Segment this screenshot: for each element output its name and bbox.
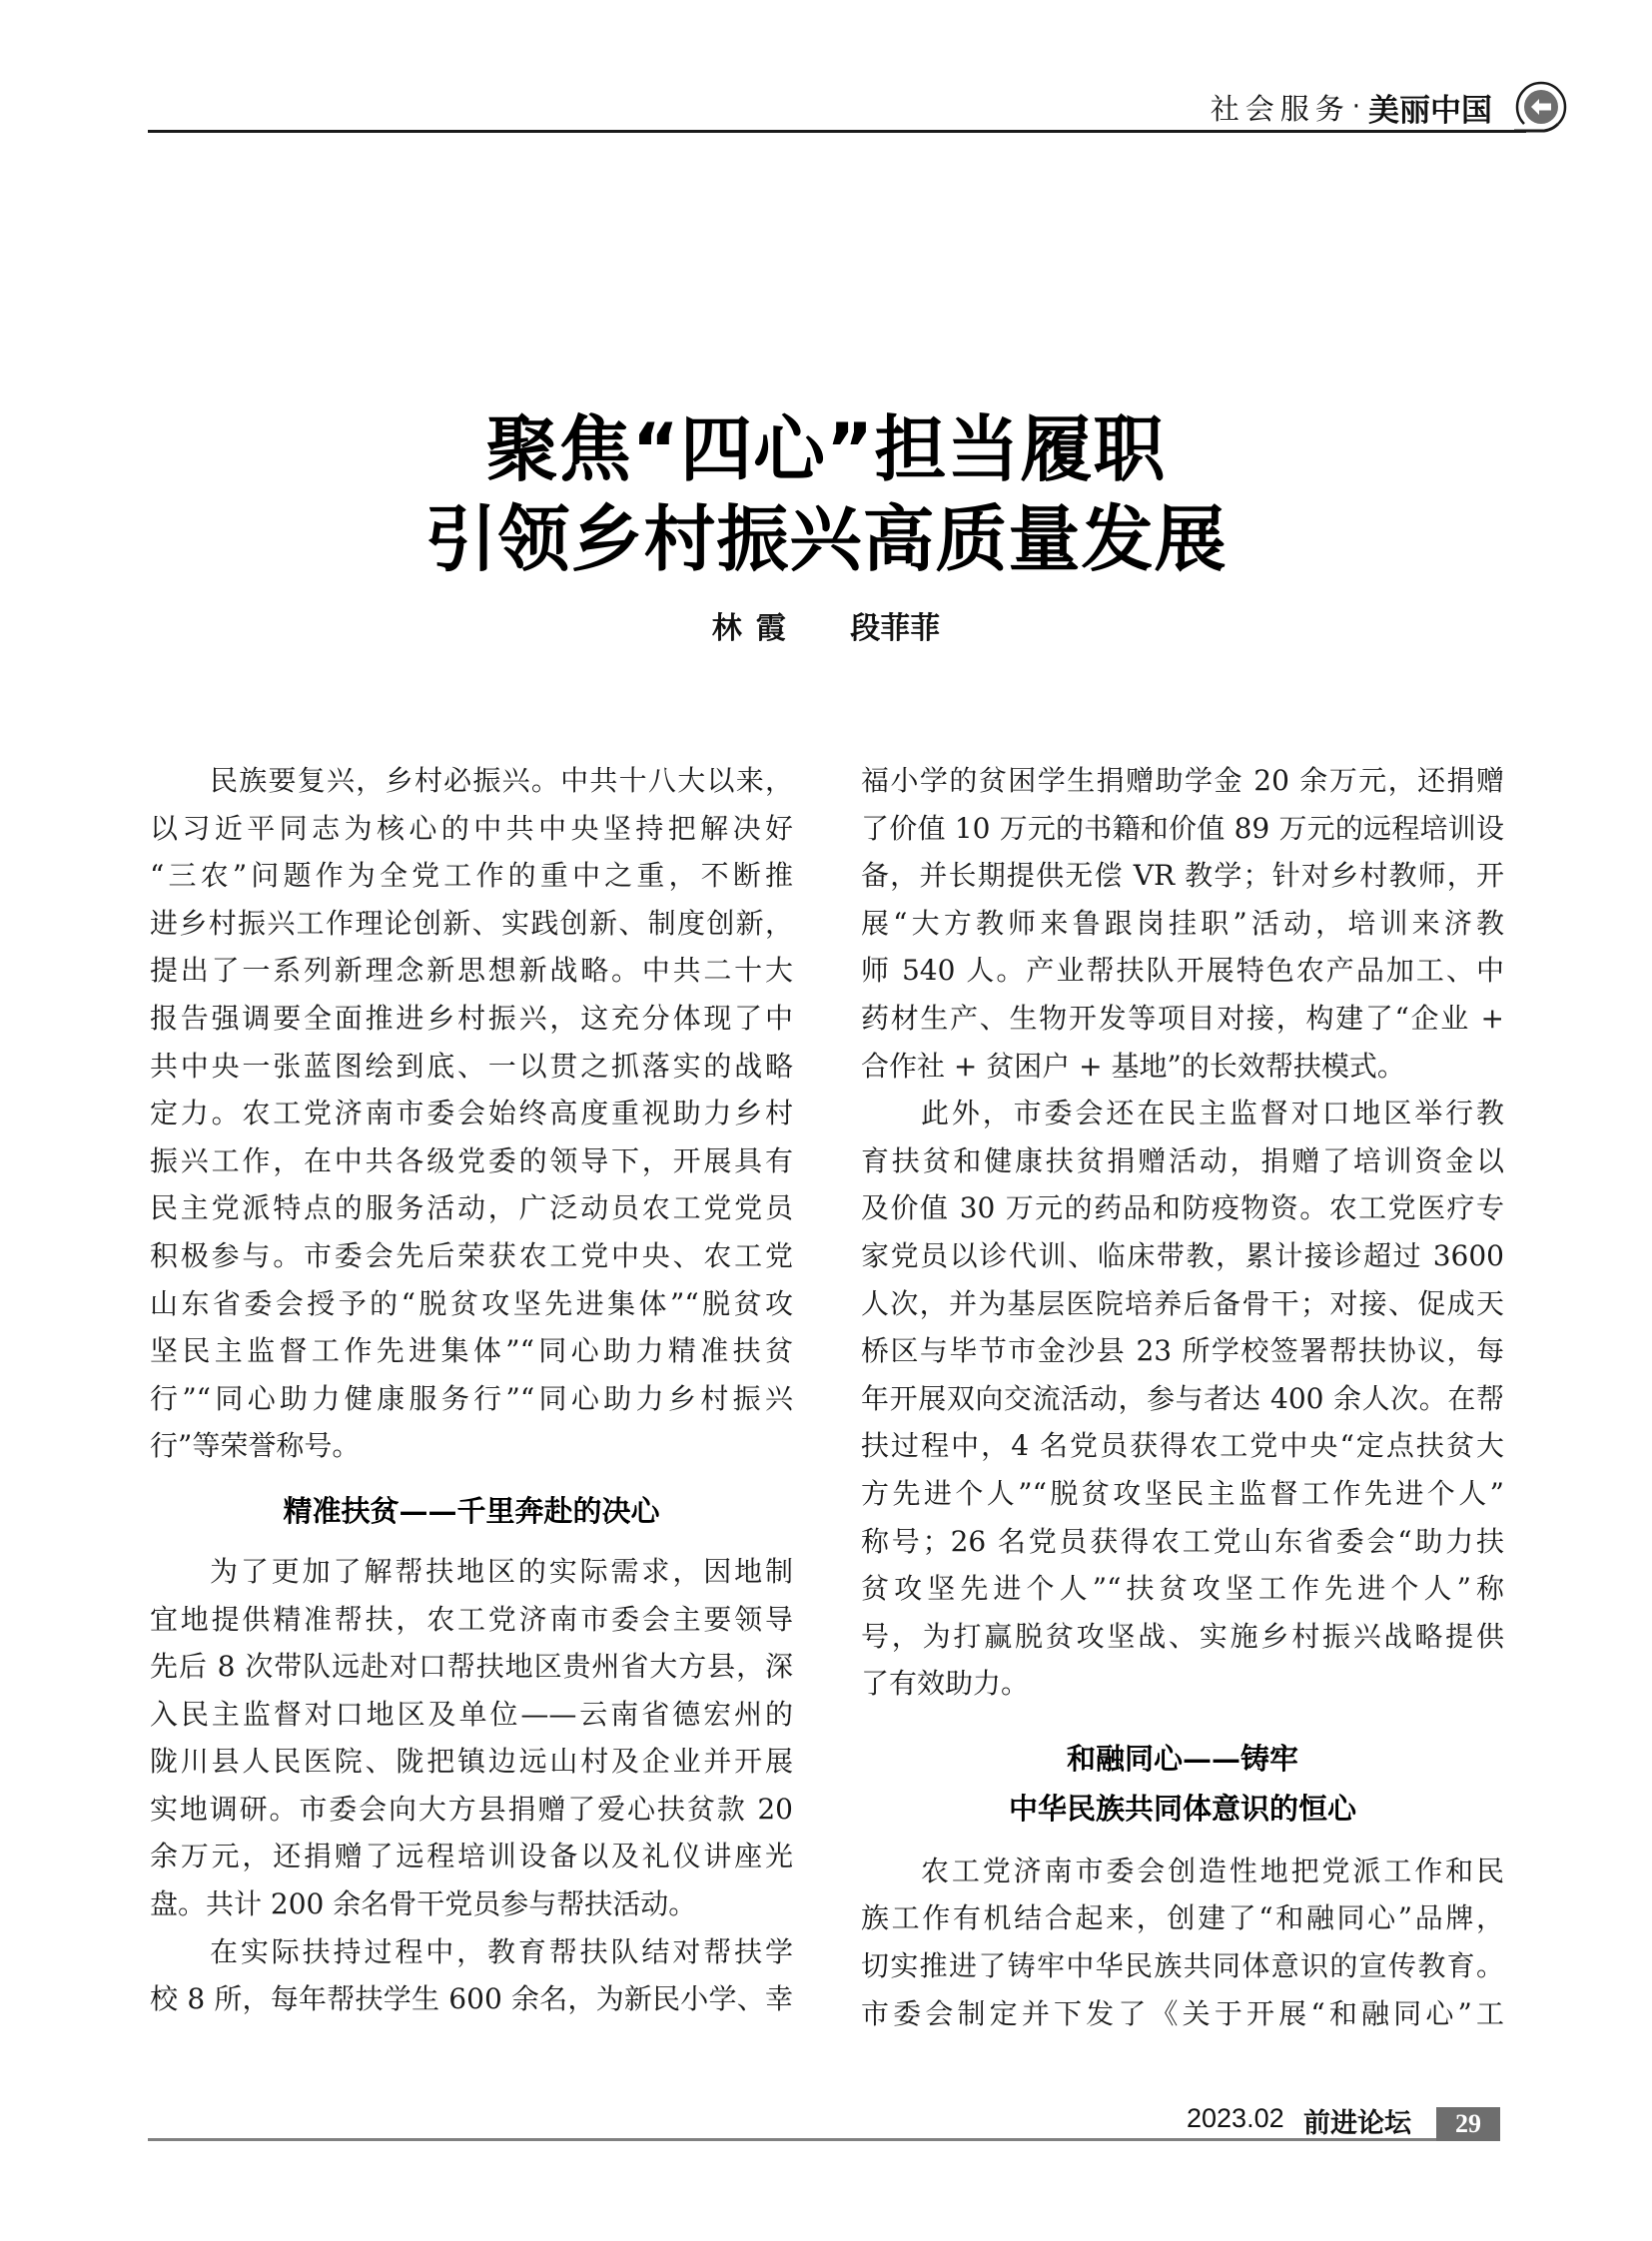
text-line: 提出了一系列新理念新思想新战略。中共二十大 xyxy=(150,954,793,988)
text-line: 民主党派特点的服务活动，广泛动员农工党党员 xyxy=(150,1191,793,1225)
text-line: 报告强调要全面推进乡村振兴，这充分体现了中 xyxy=(150,1001,793,1035)
section-heading-2 xyxy=(861,1708,1504,1848)
article-title-line-1: 聚焦“四心”担当履职 xyxy=(485,407,1167,491)
text-line: 号，为打赢脱贫攻坚战、实施乡村振兴战略提供 xyxy=(861,1619,1504,1653)
paragraph-precision xyxy=(150,1548,793,1928)
text-line: 合作社 + 贫困户 + 基地”的长效帮扶模式。 xyxy=(861,1049,1405,1083)
text-line: 桥区与毕节市金沙县 23 所学校签署帮扶协议，每 xyxy=(861,1334,1504,1368)
footer-rule xyxy=(148,2138,1438,2141)
right-column xyxy=(861,757,1504,2037)
text-line: 族工作有机结合起来，创建了“和融同心”品牌， xyxy=(861,1901,1504,1935)
text-line: 进乡村振兴工作理论创新、实践创新、制度创新， xyxy=(150,906,793,940)
page-number: 29 xyxy=(1436,2107,1500,2141)
text-line: 家党员以诊代训、临床带教，累计接诊超过 3600 xyxy=(861,1238,1504,1272)
text-line: 备，并长期提供无偿 VR 教学；针对乡村教师，开 xyxy=(861,859,1504,893)
header-separator: · xyxy=(1351,92,1360,122)
text-line: 为了更加了解帮扶地区的实际需求，因地制 xyxy=(210,1554,793,1588)
text-line: 共中央一张蓝图绘到底、一以贯之抓落实的战略 xyxy=(150,1049,793,1083)
paragraph-intro xyxy=(150,757,793,1470)
text-line: 余万元，还捐赠了远程培训设备以及礼仪讲座光 xyxy=(150,1840,793,1873)
text-line: 人次，并为基层医院培养后备骨干；对接、促成天 xyxy=(861,1286,1504,1320)
text-line: 市委会制定并下发了《关于开展“和融同心”工 xyxy=(861,1996,1504,2030)
section-name: 社会服务 xyxy=(1210,91,1350,126)
paragraph-education-continued xyxy=(861,757,1504,1090)
author-2: 段菲菲 xyxy=(850,611,941,646)
text-line: 福小学的贫困学生捐赠助学金 20 余万元，还捐赠 xyxy=(861,764,1504,797)
paragraph-health xyxy=(861,1090,1504,1708)
paragraph-unity xyxy=(861,1848,1504,2037)
text-line: 定力。农工党济南市委会始终高度重视助力乡村 xyxy=(150,1097,793,1130)
text-line: 先后 8 次带队远赴对口帮扶地区贵州省大方县，深 xyxy=(150,1650,793,1684)
text-line: 展“大方教师来鲁跟岗挂职”活动，培训来济教 xyxy=(861,906,1504,940)
text-line: 了有效助力。 xyxy=(861,1667,1030,1701)
text-line: 民族要复兴，乡村必振兴。中共十八大以来， xyxy=(210,764,793,797)
magazine-name: 前进论坛 xyxy=(1303,2108,1411,2139)
text-line: 盘。共计 200 余名骨干党员参与帮扶活动。 xyxy=(150,1887,697,1921)
text-line: 贫攻坚先进个人”“扶贫攻坚工作先进个人”称 xyxy=(861,1572,1504,1606)
text-line: 山东省委会授予的“脱贫攻坚先进集体”“脱贫攻 xyxy=(150,1286,793,1320)
text-line: 入民主监督对口地区及单位——云南省德宏州的 xyxy=(150,1697,793,1731)
text-line: 了价值 10 万元的书籍和价值 89 万元的远程培训设 xyxy=(861,811,1504,845)
text-line: 方先进个人”“脱贫攻坚民主监督工作先进个人” xyxy=(861,1476,1504,1510)
text-line: 切实推进了铸牢中华民族共同体意识的宣传教育。 xyxy=(861,1949,1504,1983)
text-line: 积极参与。市委会先后荣获农工党中央、农工党 xyxy=(150,1238,793,1272)
author-1: 林霞 xyxy=(711,611,800,646)
text-line: 在实际扶持过程中，教育帮扶队结对帮扶学 xyxy=(210,1934,793,1968)
text-line: 以习近平同志为核心的中共中央坚持把解决好 xyxy=(150,811,793,845)
authors xyxy=(0,603,1652,647)
running-header xyxy=(1211,84,1492,130)
paragraph-education xyxy=(150,1928,793,2023)
text-line: 校 8 所，每年帮扶学生 600 余名，为新民小学、幸 xyxy=(150,1982,793,2016)
text-line: 扶过程中，4 名党员获得农工党中央“定点扶贫大 xyxy=(861,1429,1504,1463)
text-line: 师 540 人。产业帮扶队开展特色农产品加工、中 xyxy=(861,954,1504,988)
column-name: 美丽中国 xyxy=(1368,92,1492,129)
issue-date: 2023.02 xyxy=(1187,2103,1284,2133)
text-line: 及价值 30 万元的药品和防疫物资。农工党医疗专 xyxy=(861,1191,1504,1225)
text-line: 行”等荣誉称号。 xyxy=(150,1429,361,1463)
text-line: 药材生产、生物开发等项目对接，构建了“企业 + xyxy=(861,1001,1504,1035)
article-title-line-2: 引领乡村振兴高质量发展 xyxy=(424,497,1228,581)
text-line: 陇川县人民医院、陇把镇边远山村及企业并开展 xyxy=(150,1745,793,1779)
section-heading-1: 精准扶贫——千里奔赴的决心 xyxy=(283,1493,660,1528)
text-line: 农工党济南市委会创造性地把党派工作和民 xyxy=(921,1854,1504,1887)
section-heading-2-line-1: 和融同心——铸牢 xyxy=(1066,1741,1298,1776)
text-line: 年开展双向交流活动，参与者达 400 余人次。在帮 xyxy=(861,1381,1504,1415)
text-line: 宜地提供精准帮扶，农工党济南市委会主要领导 xyxy=(150,1602,793,1636)
text-line: “三农”问题作为全党工作的重中之重，不断推 xyxy=(150,859,793,893)
section-heading-2-line-2: 中华民族共同体意识的恒心 xyxy=(1008,1791,1356,1826)
text-line: 称号；26 名党员获得农工党山东省委会“助力扶 xyxy=(861,1524,1504,1558)
text-line: 坚民主监督工作先进集体”“同心助力精准扶贫 xyxy=(150,1334,793,1368)
text-line: 此外，市委会还在民主监督对口地区举行教 xyxy=(921,1097,1504,1130)
text-line: 振兴工作，在中共各级党委的领导下，开展具有 xyxy=(150,1143,793,1177)
text-line: 实地调研。市委会向大方县捐赠了爱心扶贫款 20 xyxy=(150,1792,793,1826)
left-column xyxy=(150,757,793,2023)
text-line: 育扶贫和健康扶贫捐赠活动，捐赠了培训资金以 xyxy=(861,1143,1504,1177)
back-arrow-circle-icon xyxy=(1514,80,1568,134)
header-rule xyxy=(148,130,1526,133)
text-line: 行”“同心助力健康服务行”“同心助力乡村振兴 xyxy=(150,1381,793,1415)
